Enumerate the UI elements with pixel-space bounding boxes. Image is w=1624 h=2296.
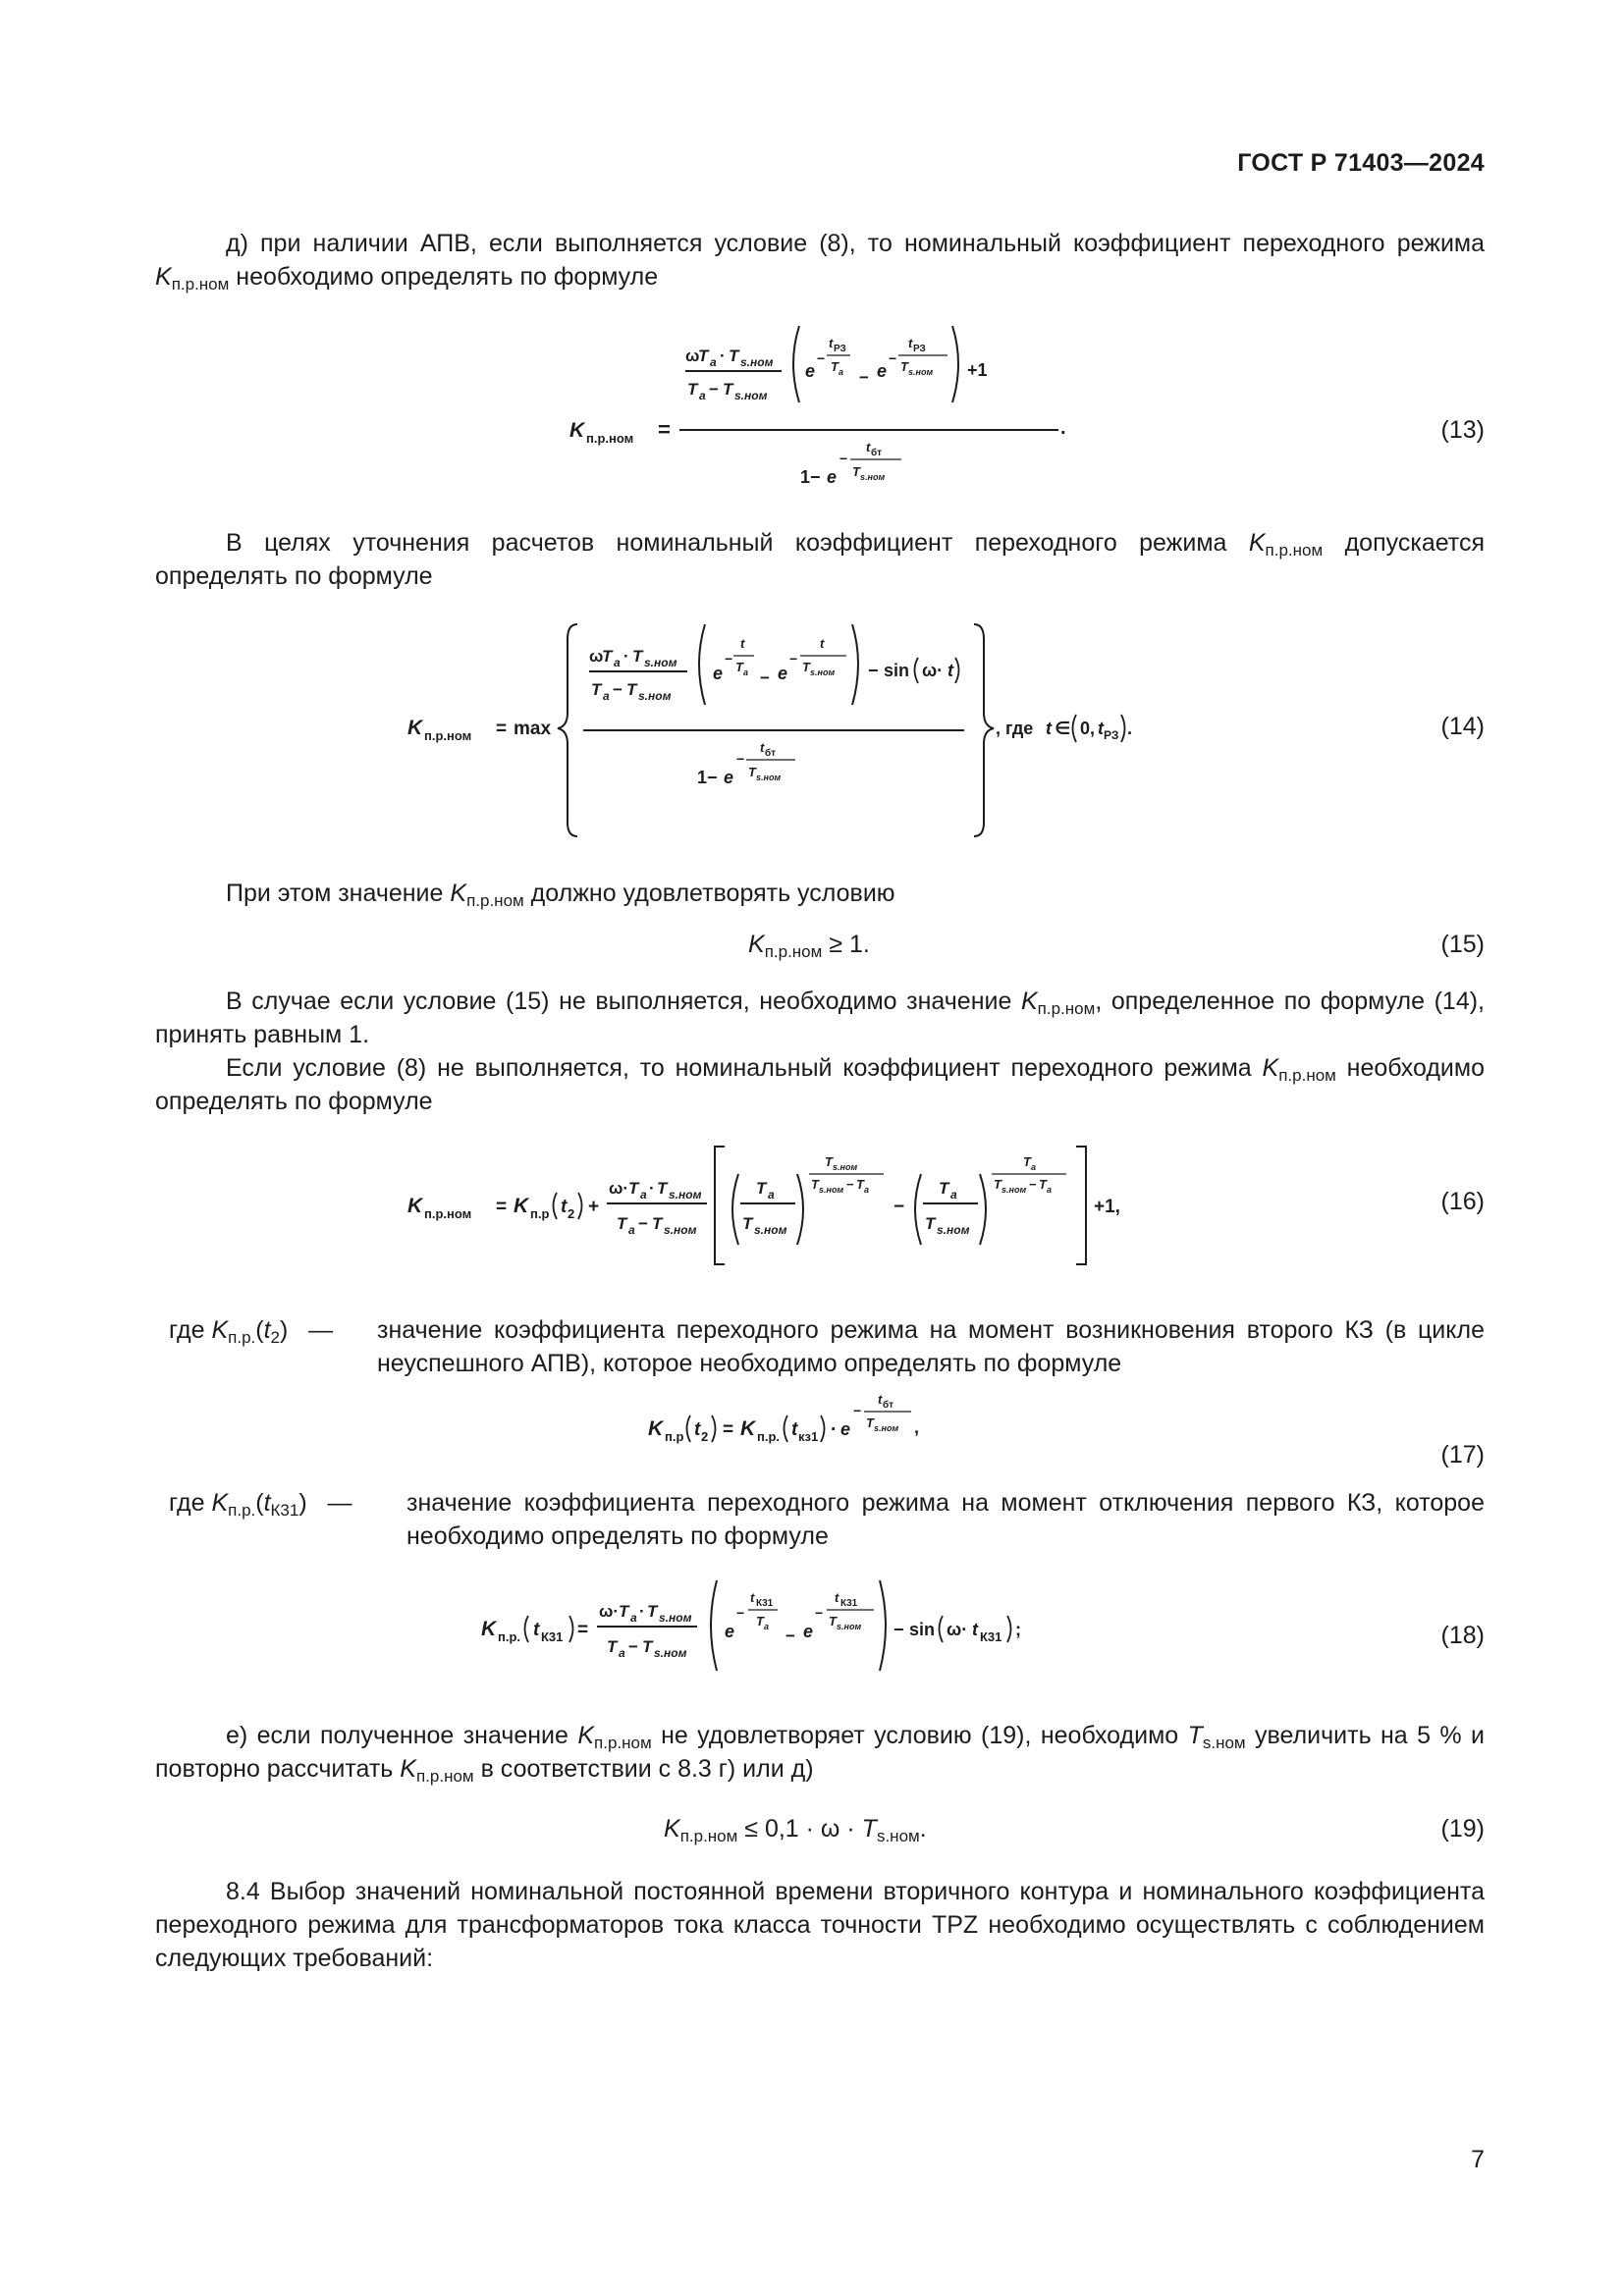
paragraph-e xyxy=(155,1719,1485,1786)
svg-text:T: T xyxy=(657,1179,668,1198)
svg-text:−: − xyxy=(893,1620,904,1639)
where-definition-1 xyxy=(169,1313,1485,1382)
svg-text:s.ном: s.ном xyxy=(664,1223,697,1237)
where-definition-2 xyxy=(169,1486,1485,1555)
equation-number-18: (18) xyxy=(1440,1622,1485,1649)
svg-text:a: a xyxy=(628,1223,635,1237)
svg-text:РЗ: РЗ xyxy=(834,344,846,354)
svg-text:t: t xyxy=(561,1197,568,1217)
svg-text:+1,: +1, xyxy=(1094,1197,1120,1217)
paragraph-refine xyxy=(155,526,1485,593)
svg-text:a: a xyxy=(950,1188,957,1201)
svg-text:T: T xyxy=(1039,1177,1047,1192)
svg-text:s.ном: s.ном xyxy=(833,1162,858,1172)
svg-text:·: · xyxy=(720,347,726,365)
svg-text:К31: К31 xyxy=(840,1598,858,1609)
symbol-k-sub: п.р.ном xyxy=(594,1734,652,1752)
paragraph-refine-text: В целях уточнения расчетов номинальный коэффициент переходного режима xyxy=(226,529,1227,557)
svg-text:e: e xyxy=(827,467,838,487)
svg-text:a: a xyxy=(619,1646,625,1660)
svg-text:t: t xyxy=(908,336,913,350)
svg-text:s.ном: s.ном xyxy=(754,1223,787,1237)
equation-19: $K_{п.р.ном} \le 0,1 \cdot \omega \cdot T_{s.ном}$. xyxy=(664,1815,927,1845)
svg-text:T: T xyxy=(602,647,613,666)
symbol-k: K xyxy=(1248,529,1266,557)
symbol-k: K xyxy=(1262,1054,1279,1082)
symbol-k: K xyxy=(577,1722,595,1749)
svg-text:−: − xyxy=(628,1637,638,1656)
svg-text:T: T xyxy=(687,380,698,399)
paragraph-condition-text: При этом значение xyxy=(226,880,444,907)
svg-text:·: · xyxy=(831,1419,838,1440)
where-label-2: где $K_{п.р.}(t_{К31})$ — xyxy=(169,1489,352,1520)
svg-text:+: + xyxy=(588,1197,600,1217)
svg-text:T: T xyxy=(729,347,739,365)
svg-text:ω·: ω· xyxy=(599,1602,620,1621)
svg-text:s.ном: s.ном xyxy=(874,1423,899,1433)
svg-text:T: T xyxy=(829,1614,837,1629)
paragraph-if-8-not-tail: необходимо определять по формуле xyxy=(155,1054,1485,1115)
equation-number-15: (15) xyxy=(1440,931,1485,958)
svg-text:a: a xyxy=(764,1622,770,1631)
svg-text:K: K xyxy=(481,1618,497,1640)
paragraph-if-not xyxy=(155,985,1485,1051)
svg-text:+1: +1 xyxy=(967,360,988,380)
svg-text:t: t xyxy=(972,1620,978,1639)
equation-number-19: (19) xyxy=(1440,1815,1485,1842)
svg-text:t: t xyxy=(1046,719,1052,738)
symbol-k-sub: п.р.ном xyxy=(466,891,524,910)
symbol-k: K xyxy=(748,931,765,958)
symbol-k: K xyxy=(400,1755,416,1783)
svg-text:T: T xyxy=(939,1179,949,1198)
svg-text:−: − xyxy=(709,380,719,399)
svg-text:T: T xyxy=(748,765,756,779)
svg-text:К31: К31 xyxy=(756,1598,774,1609)
where-text-2: значение коэффициента переходного режима на момент отключения первого КЗ, которое необходимо определять по формуле xyxy=(406,1489,1485,1550)
page-number: 7 xyxy=(1471,2146,1485,2173)
svg-text:, где: , где xyxy=(996,719,1034,738)
paragraph-8-4 xyxy=(155,1875,1485,1975)
paragraph-8-4-text: 8.4 Выбор значений номинальной постоянной времени вторичного контура и номинального коэффициента переходного режима для трансформаторов тока класса точности TPZ необходимо осуществлять с соблюдением следующих требований: xyxy=(155,1878,1485,1972)
svg-text:К31: К31 xyxy=(541,1629,564,1644)
svg-text:e: e xyxy=(840,1419,851,1439)
equation-number-13: (13) xyxy=(1440,416,1485,444)
svg-text:1−: 1− xyxy=(697,768,718,787)
svg-text:T: T xyxy=(831,359,839,374)
svg-text:s.ном: s.ном xyxy=(810,667,836,677)
svg-text:T: T xyxy=(900,359,908,374)
svg-text:−: − xyxy=(817,350,826,366)
symbol-k-sub: п.р.ном xyxy=(1265,541,1324,560)
svg-text:−: − xyxy=(725,651,733,667)
symbol-k-sub: п.р.ном xyxy=(1037,999,1096,1018)
symbol-k-sub: п.р.ном xyxy=(1278,1066,1336,1085)
svg-text:e: e xyxy=(877,361,888,381)
symbol-k-sub: п.р.ном xyxy=(764,942,823,961)
equation-number-17: (17) xyxy=(1440,1441,1485,1468)
svg-text:s.ном: s.ном xyxy=(644,656,677,669)
paragraph-d-tail: необходимо определять по формуле xyxy=(236,263,659,291)
svg-text:·: · xyxy=(649,1179,655,1198)
svg-text:−: − xyxy=(859,368,869,387)
svg-text:РЗ: РЗ xyxy=(913,344,926,354)
svg-text:п.р.: п.р. xyxy=(757,1429,781,1444)
svg-text:t: t xyxy=(947,661,953,680)
svg-text:−: − xyxy=(638,1214,648,1233)
symbol-k-sub: п.р.ном xyxy=(415,1767,474,1786)
svg-text:кз1: кз1 xyxy=(798,1429,819,1444)
svg-text:T: T xyxy=(628,1179,639,1198)
svg-text:=: = xyxy=(577,1620,589,1640)
svg-text:t: t xyxy=(760,740,765,755)
equation-15-text: ≥ 1. xyxy=(829,931,870,958)
svg-text:e: e xyxy=(724,768,734,787)
svg-text:s.ном: s.ном xyxy=(937,1223,970,1237)
svg-text:=: = xyxy=(496,1197,508,1217)
paragraph-d-text: д) при наличии АПВ, если выполняется условие (8), то номинальный коэффициент переходного режима xyxy=(226,230,1485,257)
paragraph-condition-tail: должно удовлетворять условию xyxy=(530,880,895,907)
svg-text:T: T xyxy=(619,1602,629,1621)
svg-text:e: e xyxy=(803,1622,814,1641)
svg-text:·: · xyxy=(623,647,629,666)
svg-text:s.ном: s.ном xyxy=(860,472,886,482)
svg-text:;: ; xyxy=(1015,1620,1021,1639)
equation-19-text: ≤ 0,1 · ω · xyxy=(744,1815,855,1842)
svg-text:T: T xyxy=(735,660,743,674)
svg-text:−: − xyxy=(815,1605,824,1621)
paragraph-d xyxy=(155,227,1485,294)
svg-text:t: t xyxy=(740,636,745,651)
svg-text:a: a xyxy=(710,355,717,369)
svg-text:−: − xyxy=(846,1177,854,1192)
svg-text:t: t xyxy=(835,1590,839,1605)
svg-text:=: = xyxy=(496,719,508,739)
equation-number-14: (14) xyxy=(1440,713,1485,740)
svg-text:−: − xyxy=(760,668,770,687)
svg-text:a: a xyxy=(630,1611,637,1625)
svg-text:бт: бт xyxy=(871,448,883,458)
svg-text:T: T xyxy=(852,464,860,479)
svg-text:=: = xyxy=(723,1419,734,1440)
svg-text:sin: sin xyxy=(884,661,910,680)
svg-text:a: a xyxy=(1047,1185,1053,1195)
svg-text:t: t xyxy=(533,1620,540,1640)
svg-text:−: − xyxy=(893,1197,905,1217)
svg-text:−: − xyxy=(736,1605,745,1621)
svg-text:a: a xyxy=(614,656,621,669)
svg-text:T: T xyxy=(642,1637,653,1656)
paragraph-e-mid2: увеличить на 5 % и повторно рассчитать xyxy=(155,1722,1486,1783)
symbol-t-sub: s.ном xyxy=(876,1827,920,1845)
svg-text:ω: ω xyxy=(589,647,604,666)
symbol-k: K xyxy=(664,1815,680,1842)
svg-text:t: t xyxy=(791,1419,798,1440)
svg-text:бт: бт xyxy=(883,1400,894,1411)
svg-text:a: a xyxy=(603,689,610,703)
svg-text:e: e xyxy=(713,664,724,683)
svg-text:2: 2 xyxy=(568,1206,575,1221)
svg-text:T: T xyxy=(647,1602,658,1621)
svg-text:a: a xyxy=(864,1185,870,1195)
svg-text:.: . xyxy=(1060,417,1066,439)
svg-text:K: K xyxy=(407,717,423,739)
svg-text:max: max xyxy=(514,719,552,739)
standard-code: ГОСТ Р 71403—2024 xyxy=(1237,149,1485,177)
svg-text:2: 2 xyxy=(701,1429,709,1444)
svg-text:−: − xyxy=(613,680,623,699)
paragraph-condition xyxy=(155,877,1485,910)
formula-16 xyxy=(403,1139,1267,1276)
svg-text:sin: sin xyxy=(909,1620,936,1639)
svg-text:T: T xyxy=(617,1214,627,1233)
svg-text:−: − xyxy=(1029,1177,1037,1192)
svg-text:T: T xyxy=(756,1179,767,1198)
svg-text:T: T xyxy=(756,1614,764,1629)
svg-text:T: T xyxy=(652,1214,663,1233)
svg-text:s.ном: s.ном xyxy=(654,1646,687,1660)
svg-text:T: T xyxy=(825,1154,833,1169)
svg-text:0,: 0, xyxy=(1080,719,1096,738)
svg-text:−: − xyxy=(889,350,897,366)
svg-text:t: t xyxy=(1098,719,1104,738)
paragraph-e-mid: не удовлетворяет условию (19), необходимо xyxy=(661,1722,1179,1749)
svg-text:e: e xyxy=(805,361,816,381)
svg-text:K: K xyxy=(648,1417,664,1440)
symbol-k: K xyxy=(1020,988,1038,1015)
paragraph-if-not-tail: , определенное по формуле (14), принять равным 1. xyxy=(155,988,1485,1048)
where-label-1: где $K_{п.р.}(t_2)$ — xyxy=(169,1316,334,1347)
svg-text:s.ном: s.ном xyxy=(819,1185,844,1195)
paragraph-if-not-text: В случае если условие (15) не выполняется, необходимо значение xyxy=(226,988,1012,1015)
paragraph-if-8-not xyxy=(155,1051,1485,1118)
svg-text:K: K xyxy=(569,419,585,442)
svg-text:t: t xyxy=(820,636,825,651)
paragraph-refine-tail: допускается определять по формуле xyxy=(155,529,1486,590)
svg-text:T: T xyxy=(866,1415,874,1430)
svg-text:T: T xyxy=(698,347,709,365)
svg-text:∈: ∈ xyxy=(1055,719,1071,738)
symbol-k-sub: п.р.ном xyxy=(679,1827,738,1845)
paragraph-e-tail: в соответствии с 8.3 г) или д) xyxy=(480,1755,814,1783)
svg-text:п.р.ном: п.р.ном xyxy=(424,728,472,743)
svg-text:·: · xyxy=(639,1602,645,1621)
svg-text:РЗ: РЗ xyxy=(1104,728,1119,742)
svg-text:ω: ω xyxy=(685,347,700,365)
svg-text:s.ном: s.ном xyxy=(837,1622,862,1631)
svg-text:п.р.ном: п.р.ном xyxy=(586,431,634,446)
svg-text:п.р.ном: п.р.ном xyxy=(424,1206,472,1221)
svg-text:K: K xyxy=(740,1417,756,1440)
formula-18 xyxy=(481,1567,1188,1684)
svg-text:s.ном: s.ном xyxy=(756,773,782,782)
svg-text:e: e xyxy=(725,1622,735,1641)
symbol-t: T xyxy=(861,1815,877,1842)
svg-text:s.ном: s.ном xyxy=(638,689,672,703)
svg-text:,: , xyxy=(914,1417,920,1437)
svg-text:К31: К31 xyxy=(980,1629,1002,1644)
svg-text:a: a xyxy=(699,389,706,402)
svg-text:−: − xyxy=(789,651,798,667)
symbol-k-sub: п.р.ном xyxy=(171,275,230,294)
svg-text:a: a xyxy=(839,367,844,377)
svg-text:п.р.: п.р. xyxy=(498,1629,521,1644)
svg-text:a: a xyxy=(743,667,749,677)
svg-text:−: − xyxy=(736,751,745,767)
svg-text:T: T xyxy=(856,1177,864,1192)
svg-text:t: t xyxy=(694,1419,701,1440)
svg-text:T: T xyxy=(607,1637,618,1656)
svg-text:п.р: п.р xyxy=(530,1206,550,1221)
svg-text:s.ном: s.ном xyxy=(908,367,934,377)
svg-text:T: T xyxy=(811,1177,819,1192)
svg-text:K: K xyxy=(514,1195,529,1217)
where-text-1: значение коэффициента переходного режима на момент возникновения второго КЗ (в цикле неуспешного АПВ), которое необходимо определять по формуле xyxy=(377,1316,1485,1377)
svg-text:=: = xyxy=(658,417,671,442)
svg-text:T: T xyxy=(723,380,733,399)
paragraph-if-8-not-text: Если условие (8) не выполняется, то номинальный коэффициент переходного режима xyxy=(226,1054,1252,1082)
svg-text:T: T xyxy=(626,680,637,699)
svg-text:a: a xyxy=(1031,1162,1037,1172)
svg-text:п.р: п.р xyxy=(665,1429,684,1444)
symbol-k: K xyxy=(450,880,467,907)
svg-text:ω·: ω· xyxy=(947,1620,968,1639)
svg-text:e: e xyxy=(778,664,788,683)
svg-text:K: K xyxy=(407,1195,423,1217)
equation-number-16: (16) xyxy=(1440,1188,1485,1215)
svg-text:T: T xyxy=(925,1214,936,1233)
symbol-t-sub: s.ном xyxy=(1202,1734,1246,1752)
svg-text:бт: бт xyxy=(765,748,777,759)
svg-text:ω·: ω· xyxy=(609,1179,629,1198)
equation-15 xyxy=(748,931,870,959)
svg-text:−: − xyxy=(839,451,848,466)
symbol-t: T xyxy=(1187,1722,1203,1749)
svg-text:s.ном: s.ном xyxy=(740,355,774,369)
svg-text:T: T xyxy=(1023,1154,1031,1169)
svg-text:T: T xyxy=(994,1177,1001,1192)
svg-text:−: − xyxy=(868,661,879,680)
svg-text:ω·: ω· xyxy=(922,661,944,680)
svg-text:T: T xyxy=(591,680,602,699)
formula-14 xyxy=(403,614,1267,850)
svg-text:T: T xyxy=(742,1214,753,1233)
svg-text:T: T xyxy=(632,647,643,666)
svg-text:1−: 1− xyxy=(800,467,821,487)
formula-13 xyxy=(560,314,1110,501)
formula-17 xyxy=(648,1386,1001,1455)
svg-text:s.ном: s.ном xyxy=(659,1611,692,1625)
svg-text:t: t xyxy=(829,336,834,350)
paragraph-e-text: е) если полученное значение xyxy=(226,1722,568,1749)
svg-text:t: t xyxy=(866,440,871,454)
svg-text:−: − xyxy=(853,1403,862,1418)
symbol-k: K xyxy=(155,263,172,291)
svg-text:.: . xyxy=(1127,719,1133,738)
svg-text:t: t xyxy=(750,1590,755,1605)
svg-text:s.ном: s.ном xyxy=(734,389,768,402)
svg-text:s.ном: s.ном xyxy=(1001,1185,1027,1195)
svg-text:a: a xyxy=(768,1188,775,1201)
svg-text:T: T xyxy=(802,660,810,674)
svg-text:s.ном: s.ном xyxy=(669,1188,702,1201)
svg-text:−: − xyxy=(785,1627,795,1645)
svg-text:t: t xyxy=(878,1392,883,1407)
svg-text:a: a xyxy=(640,1188,647,1201)
